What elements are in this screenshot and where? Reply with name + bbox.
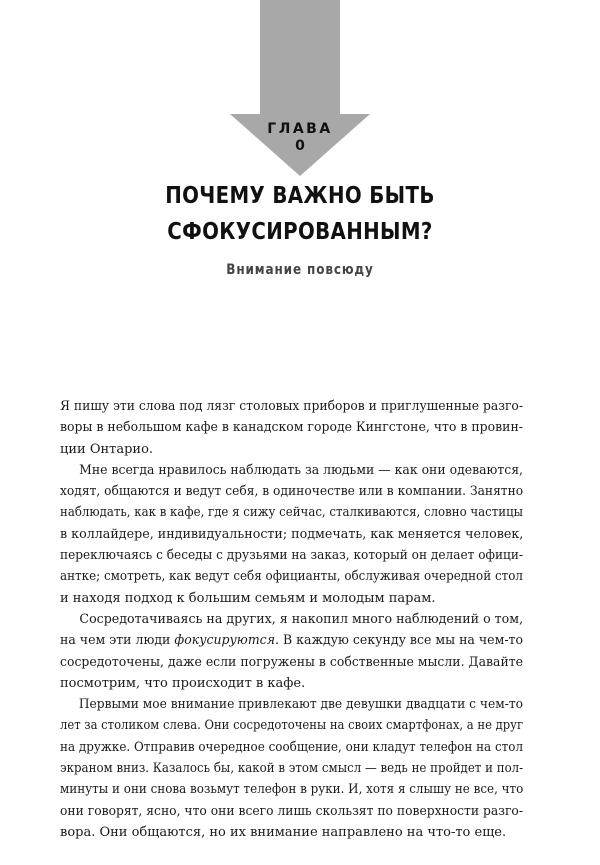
text-line: посмотрим, что происходит в кафе. (60, 675, 306, 691)
text-line: наблюдать, как в кафе, где я сижу сейчас, сталкиваются, словно частицы (60, 505, 524, 521)
text-line: экраном вниз. Казалось бы, какой в этом смысл — ведь не пройдет и пол- (60, 761, 524, 777)
chapter-title-line-1: ПОЧЕМУ ВАЖНО БЫТЬ (165, 183, 435, 209)
body-text (60, 396, 523, 843)
text-line: Мне всегда нравилось наблюдать за людьми — как они одеваются, (79, 462, 523, 478)
text-line: на чем эти люди фокусируются. В каждую секунду все мы на чем-то (60, 633, 524, 649)
text-line: Я пишу эти слова под лязг столовых приборов и приглушенные разго- (60, 399, 524, 414)
text-line: Сосредотачиваясь на других, я накопил много наблюдений о том, (79, 611, 524, 627)
text-line: на дружке. Отправив очередное сообщение, они кладут телефон на стол (60, 739, 524, 755)
text-line: в коллайдере, индивидуальности; подмечать, как меняется человек, (60, 526, 524, 542)
chapter-title-line-2: СФОКУСИРОВАННЫМ? (167, 219, 433, 245)
paragraph (60, 609, 523, 694)
paragraph (60, 460, 523, 609)
paragraph (60, 694, 523, 843)
text-line: воры в небольшом кафе в канадском городе Кингстоне, что в провин- (60, 420, 524, 436)
text-line: ции Онтарио. (60, 441, 154, 457)
text-line: сосредоточены, даже если погружены в собственные мысли. Давайте (60, 654, 523, 670)
chapter-title (42, 178, 558, 250)
text-line: и находя подход к большим семьям и молодым парам. (60, 590, 436, 606)
paragraph (60, 396, 523, 460)
chapter-label: ГЛАВА (267, 121, 333, 137)
chapter-number: 0 (295, 138, 305, 154)
text-line: минуты и они снова возьмут телефон в руки. И, хотя я слышу не все, что (60, 782, 524, 798)
text-line: они говорят, ясно, что они всего лишь скользят по поверхности разго- (60, 803, 523, 819)
text-line: переключаясь с беседы с друзьями на заказ, который он делает офици- (60, 548, 524, 564)
section-subtitle: Внимание повсюду (226, 262, 374, 278)
text-line: лет за столиком слева. Они сосредоточены на своих смартфонах, а не друг (60, 718, 524, 734)
text-line: вора. Они общаются, но их внимание направлено на что-то еще. (60, 824, 507, 840)
text-line: ходят, общаются и ведут себя, в одиночестве или в компании. Занятно (60, 484, 524, 500)
text-line: антке; смотреть, как ведут себя официанты, обслуживая очередной стол (60, 569, 523, 585)
text-line: Первыми мое внимание привлекают две девушки двадцати с чем-то (78, 697, 524, 713)
